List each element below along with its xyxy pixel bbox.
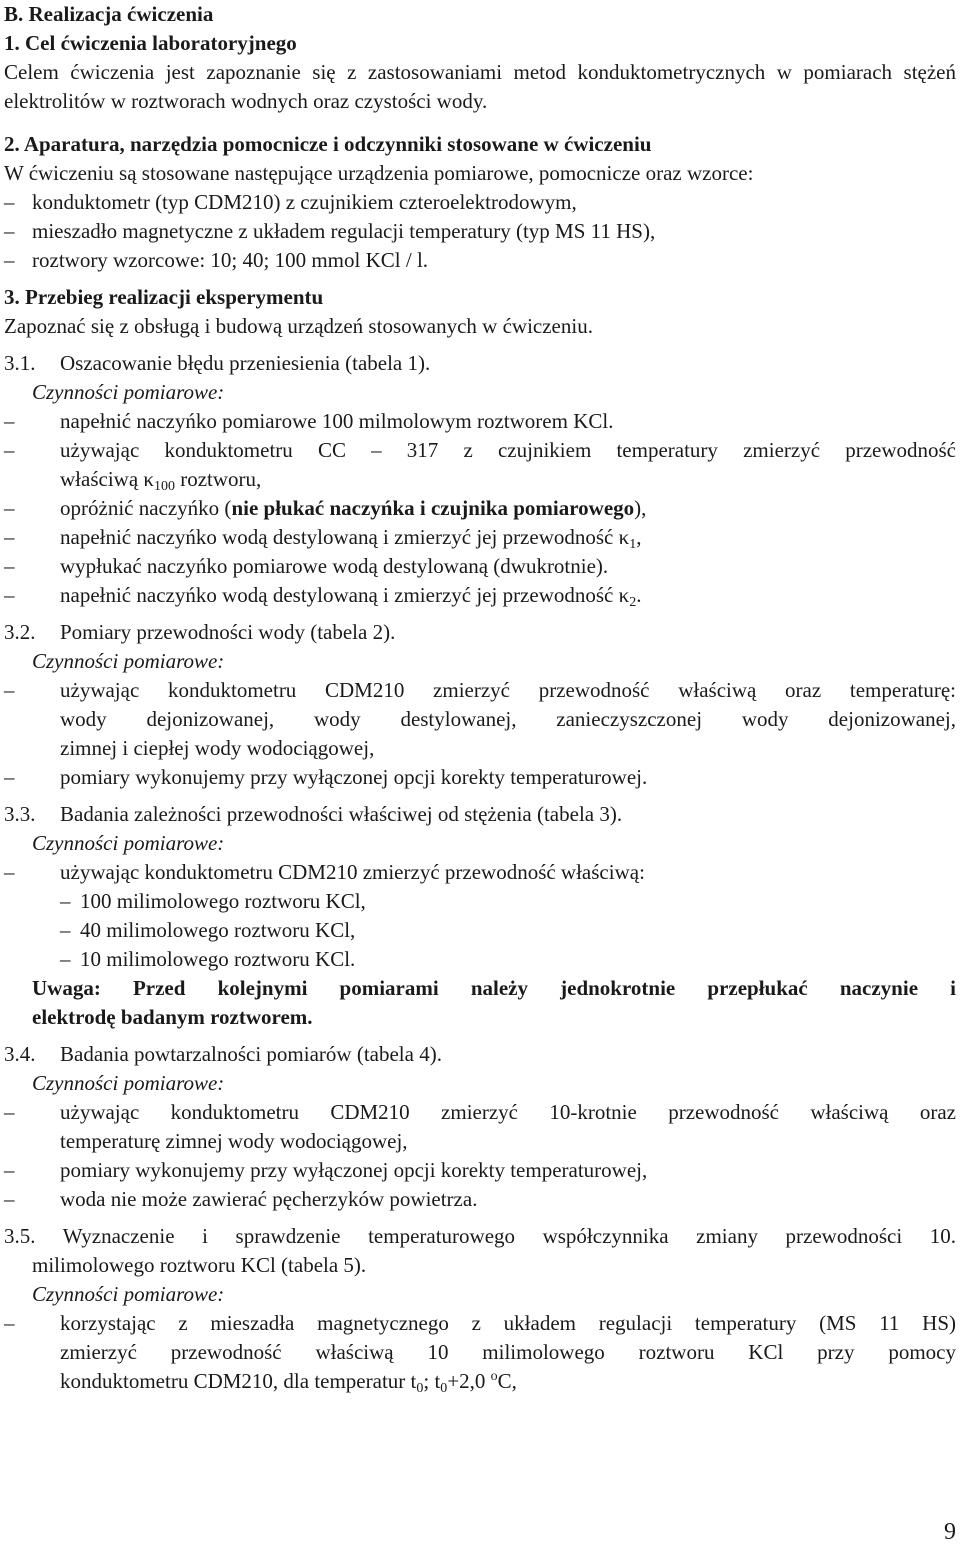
- list-item: – roztwory wzorcowe: 10; 40; 100 mmol KCl / l.: [4, 248, 429, 272]
- heading-2: 2. Aparatura, narzędzia pomocnicze i odczynniki stosowane w ćwiczeniu: [4, 132, 652, 156]
- list-item-continuation: konduktometru CDM210, dla temperatur $t_0$; $t_0+2,0$ $^o$C,: [60, 1369, 517, 1396]
- activities-label: Czynności pomiarowe:: [32, 380, 225, 404]
- list-item-continuation: właściwą $\kappa_{100}$ roztworu,: [60, 467, 262, 494]
- list-item: – pomiary wykonujemy przy wyłączonej opcji korekty temperaturowej,: [4, 1158, 648, 1182]
- activities-label: Czynności pomiarowe:: [32, 831, 225, 855]
- list-item-continuation: zimnej i ciepłej wody wodociągowej,: [60, 736, 375, 760]
- heading-1: 1. Cel ćwiczenia laboratoryjnego: [4, 31, 297, 55]
- list-item: – mieszadło magnetyczne z układem regulacji temperatury (typ MS 11 HS),: [4, 219, 656, 243]
- list-item: – używając konduktometru CC – 317 z czujnikiem temperatury zmierzyć przewodność: [4, 438, 956, 462]
- list-item: – korzystając z mieszadła magnetycznego z układem regulacji temperatury (MS 11 HS): [4, 1311, 956, 1335]
- list-item: – używając konduktometru CDM210 zmierzyć 10-krotnie przewodność właściwą oraz: [4, 1100, 956, 1124]
- sub-list-item: – 40 milimolowego roztworu KCl,: [60, 918, 356, 942]
- list-item-continuation: wody dejonizowanej, wody destylowanej, zanieczyszczonej wody dejonizowanej,: [60, 707, 956, 731]
- heading-3: 3. Przebieg realizacji eksperymentu: [4, 285, 324, 309]
- list-item: – konduktometr (typ CDM210) z czujnikiem czteroelektrodowym,: [4, 190, 577, 214]
- list-item: – opróżnić naczyńko (nie płukać naczyńka i czujnika pomiarowego),: [4, 496, 647, 520]
- list-item: – wypłukać naczyńko pomiarowe wodą destylowaną (dwukrotnie).: [4, 554, 609, 578]
- subsection-3-2: 3.2. Pomiary przewodności wody (tabela 2).: [4, 620, 396, 644]
- list-item: – pomiary wykonujemy przy wyłączonej opcji korekty temperaturowej.: [4, 765, 648, 789]
- note-text: Uwaga: Przed kolejnymi pomiarami należy jednokrotnie przepłukać naczynie i: [32, 976, 956, 1000]
- objective-text: Celem ćwiczenia jest zapoznanie się z zastosowaniami metod konduktometrycznych w pomiarach stężeń elektrolitów w roztworach wodnych oraz czystości wody.: [4, 60, 956, 113]
- list-item: – używając konduktometru CDM210 zmierzyć przewodność właściwą oraz temperaturę:: [4, 678, 956, 702]
- document-page: [4, 0, 956, 1396]
- subsection-3-4: 3.4. Badania powtarzalności pomiarów (tabela 4).: [4, 1042, 442, 1066]
- sub-list-item: – 100 milimolowego roztworu KCl,: [60, 889, 366, 913]
- list-item: – napełnić naczyńko pomiarowe 100 milmolowym roztworem KCl.: [4, 409, 614, 433]
- sub-list-item: – 10 milimolowego roztworu KCl.: [60, 947, 356, 971]
- list-item: – woda nie może zawierać pęcherzyków powietrza.: [4, 1187, 478, 1211]
- procedure-intro: Zapoznać się z obsługą i budową urządzeń stosowanych w ćwiczeniu.: [4, 314, 593, 338]
- subsection-3-5: 3.5. Wyznaczenie i sprawdzenie temperaturowego współczynnika zmiany przewodności 10.: [4, 1224, 957, 1248]
- activities-label: Czynności pomiarowe:: [32, 649, 225, 673]
- equipment-intro: W ćwiczeniu są stosowane następujące urządzenia pomiarowe, pomocnicze oraz wzorce:: [4, 161, 754, 185]
- activities-label: Czynności pomiarowe:: [32, 1071, 225, 1095]
- section-heading: B. Realizacja ćwiczenia: [4, 2, 214, 26]
- page-number: 9: [944, 1519, 956, 1545]
- subsection-3-3: 3.3. Badania zależności przewodności właściwej od stężenia (tabela 3).: [4, 802, 623, 826]
- list-item: – używając konduktometru CDM210 zmierzyć przewodność właściwą:: [4, 860, 645, 884]
- activities-label: Czynności pomiarowe:: [32, 1282, 225, 1306]
- list-item-continuation: temperaturę zimnej wody wodociągowej,: [60, 1129, 408, 1153]
- note-text-continuation: elektrodę badanym roztworem.: [32, 1005, 313, 1029]
- list-item-continuation: zmierzyć przewodność właściwą 10 milimolowego roztworu KCl przy pomocy: [60, 1340, 956, 1364]
- list-item: – napełnić naczyńko wodą destylowaną i zmierzyć jej przewodność $\kappa_2$.: [4, 583, 642, 610]
- subsection-3-5-continuation: milimolowego roztworu KCl (tabela 5).: [32, 1253, 367, 1277]
- list-item: – napełnić naczyńko wodą destylowaną i zmierzyć jej przewodność $\kappa_1$,: [4, 525, 642, 552]
- subsection-3-1: 3.1. Oszacowanie błędu przeniesienia (tabela 1).: [4, 351, 431, 375]
